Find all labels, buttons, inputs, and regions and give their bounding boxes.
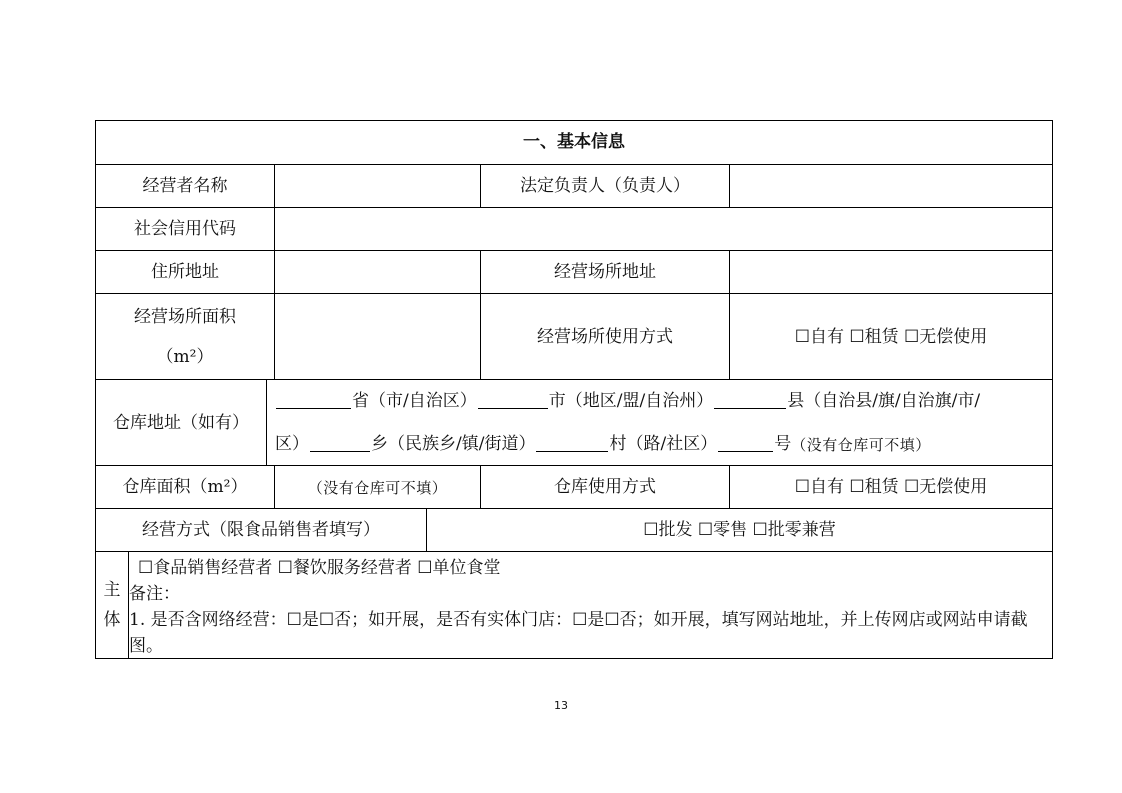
credit-code-label: 社会信用代码 [134, 219, 236, 240]
subject-content [128, 552, 1052, 658]
business-mode-label: 经营方式（限食品销售者填写） [142, 520, 380, 541]
credit-code-row [96, 207, 1052, 251]
premises-area-label-line2: （m²） [156, 347, 214, 367]
warehouse-area-note[interactable]: （没有仓库可不填） [274, 466, 480, 509]
warehouse-address-line1 [275, 380, 1052, 423]
page-number: 13 [554, 699, 568, 712]
warehouse-address-label: 仓库地址（如有） [113, 412, 249, 433]
province-blank[interactable] [276, 408, 351, 409]
subject-label-char2: 体 [103, 610, 121, 630]
warehouse-address-field[interactable] [266, 380, 1052, 466]
remarks-text: 1. 是否含网络经营：☐是☐否；如开展，是否有实体门店：☐是☐否；如开展，填写网站地址，并上传网店或网站申请截图。 [129, 610, 1028, 656]
operator-name-field[interactable] [274, 165, 480, 208]
premises-area-label-line1: 经营场所面积 [134, 307, 236, 327]
legal-rep-label: 法定负责人（负责人） [480, 165, 729, 208]
warehouse-address-note: （没有仓库可不填） [791, 435, 931, 454]
residence-field[interactable] [274, 251, 480, 294]
premises-row [96, 293, 1052, 380]
subject-type-options[interactable]: ☐食品销售经营者 ☐餐饮服务经营者 ☐单位食堂 [138, 558, 501, 578]
city-text: 市（地区/盟/自治州） [548, 391, 714, 412]
county-blank[interactable] [714, 408, 786, 409]
legal-rep-field[interactable] [729, 165, 1052, 208]
section-title: 一、基本信息 [523, 132, 625, 153]
business-mode-row [96, 508, 1052, 552]
premises-usage-label: 经营场所使用方式 [480, 294, 729, 380]
province-text: 省（市/自治区） [352, 391, 477, 412]
section-title-row [96, 121, 1052, 164]
township-blank[interactable] [310, 451, 370, 452]
residence-label: 住所地址 [151, 262, 219, 283]
warehouse-area-row [96, 465, 1052, 509]
remarks-label: 备注： [129, 584, 180, 604]
premises-area-field[interactable] [274, 294, 480, 380]
credit-code-field[interactable] [274, 208, 1052, 251]
operator-name-label: 经营者名称 [142, 176, 228, 197]
village-text: 村（路/社区） [609, 434, 718, 455]
premises-address-label: 经营场所地址 [480, 251, 729, 294]
number-blank[interactable] [718, 451, 773, 452]
business-mode-options[interactable]: ☐批发 ☐零售 ☐批零兼营 [426, 509, 1052, 552]
warehouse-area-label: 仓库面积（m²） [122, 477, 248, 498]
warehouse-address-line2 [275, 423, 1052, 466]
address-row [96, 250, 1052, 294]
district-text: 区） [275, 434, 309, 455]
basic-info-form [95, 120, 1053, 659]
subject-label [96, 552, 128, 658]
city-blank[interactable] [478, 408, 548, 409]
premises-usage-options[interactable]: ☐自有 ☐租赁 ☐无偿使用 [729, 294, 1052, 380]
warehouse-address-row [96, 379, 1052, 466]
premises-address-field[interactable] [729, 251, 1052, 294]
warehouse-usage-options[interactable]: ☐自有 ☐租赁 ☐无偿使用 [729, 466, 1052, 509]
village-blank[interactable] [536, 451, 608, 452]
county-text: 县（自治县/旗/自治旗/市/ [787, 391, 981, 412]
township-text: 乡（民族乡/镇/街道） [371, 434, 536, 455]
warehouse-usage-label: 仓库使用方式 [480, 466, 729, 509]
number-text: 号 [774, 434, 792, 455]
subject-row [96, 551, 1052, 658]
operator-row [96, 164, 1052, 208]
subject-label-char1: 主 [103, 580, 121, 600]
premises-area-label [96, 294, 274, 380]
